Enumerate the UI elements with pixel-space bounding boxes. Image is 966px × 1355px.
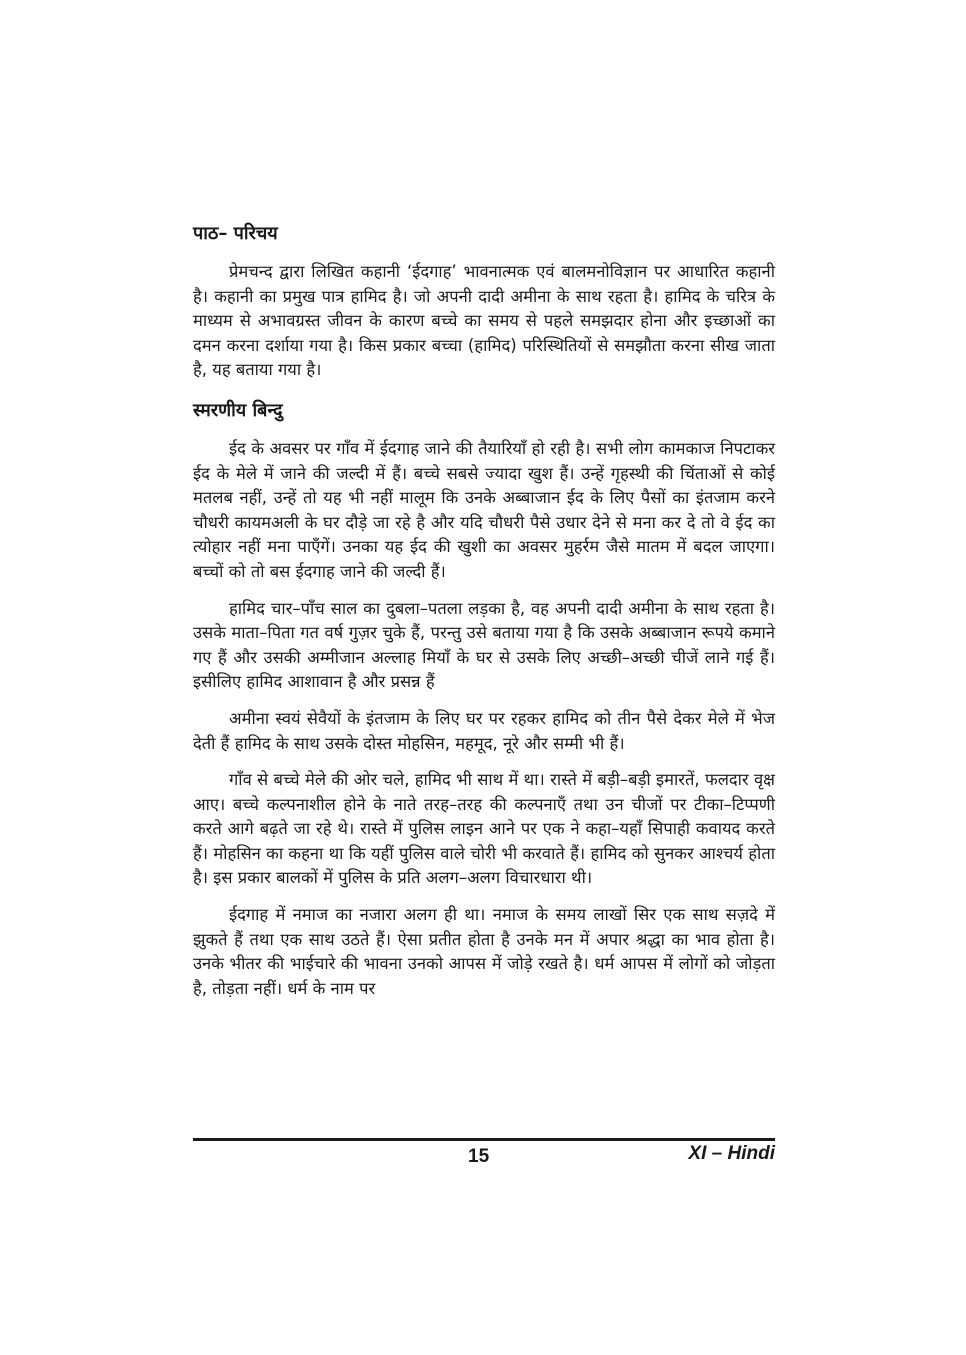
section-heading-points: स्मरणीय बिन्दु [193, 399, 283, 421]
footer-divider [193, 1138, 775, 1141]
points-paragraph-3: अमीना स्वयं सेवैयों के इंतजाम के लिए घर पर रहकर हामिद को तीन पैसे देकर मेले में भेज देती हैं हामिद के साथ उसके दोस्त मोहसिन, महमूद, नूरे और सम्मी भी हैं। [193, 708, 775, 753]
points-paragraph-5: ईदगाह में नमाज का नजारा अलग ही था। नमाज के समय लाखों सिर एक साथ सज़दे में झुकते हैं तथा एक साथ उठते हैं। ऐसा प्रतीत होता है उनके मन में अपार श्रद्धा का भाव होता है। उनके भीतर की भाईचारे की भावना उनको आपस में जोड़े रखते है। धर्म आपस में लोगों को जोड़ता है, तोड़ता नहीं। धर्म के नाम पर [193, 905, 775, 998]
running-title: XI – Hindi [688, 1143, 775, 1164]
points-paragraph-2: हामिद चार–पाँच साल का दुबला–पतला लड़का है, वह अपनी दादी अमीना के साथ रहता है। उसके माता–पिता गत वर्ष गुज़र चुके हैं, परन्तु उसे बताया गया है कि उसके अब्बाजान रूपये कमाने गए हैं और उसकी अम्मीजान अल्लाह मियाँ के घर से उसके लिए अच्छी–अच्छी चीजें लाने गई हैं। इसीलिए हामिद आशावान है और प्रसन्न हैं [193, 598, 775, 692]
section-heading-intro: पाठ– परिचय [193, 223, 278, 244]
points-paragraph-4: गाँव से बच्चे मेले की ओर चले, हामिद भी साथ में था। रास्ते में बड़ी–बड़ी इमारतें, फलदार वृक्ष आए। बच्चे कल्पनाशील होने के नाते तरह–तरह की कल्पनाएँ तथा उन चीजों पर टीका–टिप्पणी करते आगे बढ़ते जा रहे थे। रास्ते में पुलिस लाइन आने पर एक ने कहा–यहाँ सिपाही कवायद करते हैं। मोहसिन का कहना था कि यहीं पुलिस वाले चोरी भी करवाते हैं। हामिद को सुनकर आश्चर्य होता है। इस प्रकार बालकों में पुलिस के प्रति अलग–अलग विचारधारा थी। [193, 770, 775, 888]
intro-paragraph: प्रेमचन्द द्वारा लिखित कहानी ‘ईदगाह’ भावनात्मक एवं बालमनोविज्ञान पर आधारित कहानी है। कहानी का प्रमुख पात्र हामिद है। जो अपनी दादी अमीना के साथ रहता है। हामिद के चरित्र के माध्यम से अभावग्रस्त जीवन के कारण बच्चे का समय से पहले समझदार होना और इच्छाओं का दमन करना दर्शाया गया है। किस प्रकार बच्चा (हामिद) परिस्थितियों से समझौता करना सीख जाता है, यह बताया गया है। [193, 262, 775, 380]
page-number: 15 [468, 1146, 490, 1167]
page-body [193, 222, 775, 1013]
points-paragraph-1: ईद के अवसर पर गाँव में ईदगाह जाने की तैयारियाँ हो रही है। सभी लोग कामकाज निपटाकर ईद के मेले में जाने की जल्दी में हैं। बच्चे सबसे ज्यादा खुश हैं। उन्हें गृहस्थी की चिंताओं से कोई मतलब नहीं, उन्हें तो यह भी नहीं मालूम कि उनके अब्बाजान ईद के लिए पैसों का इंतजाम करने चौधरी कायमअली के घर दौड़े जा रहे है और यदि चौधरी पैसे उधार देने से मना कर दे तो वे ईद का त्योहार नहीं मना पाएँगें। उनका यह ईद की खुशी का अवसर मुहर्रम जैसे मातम में बदल जाएगा। बच्चों को तो बस ईदगाह जाने की जल्दी हैं। [193, 438, 775, 581]
